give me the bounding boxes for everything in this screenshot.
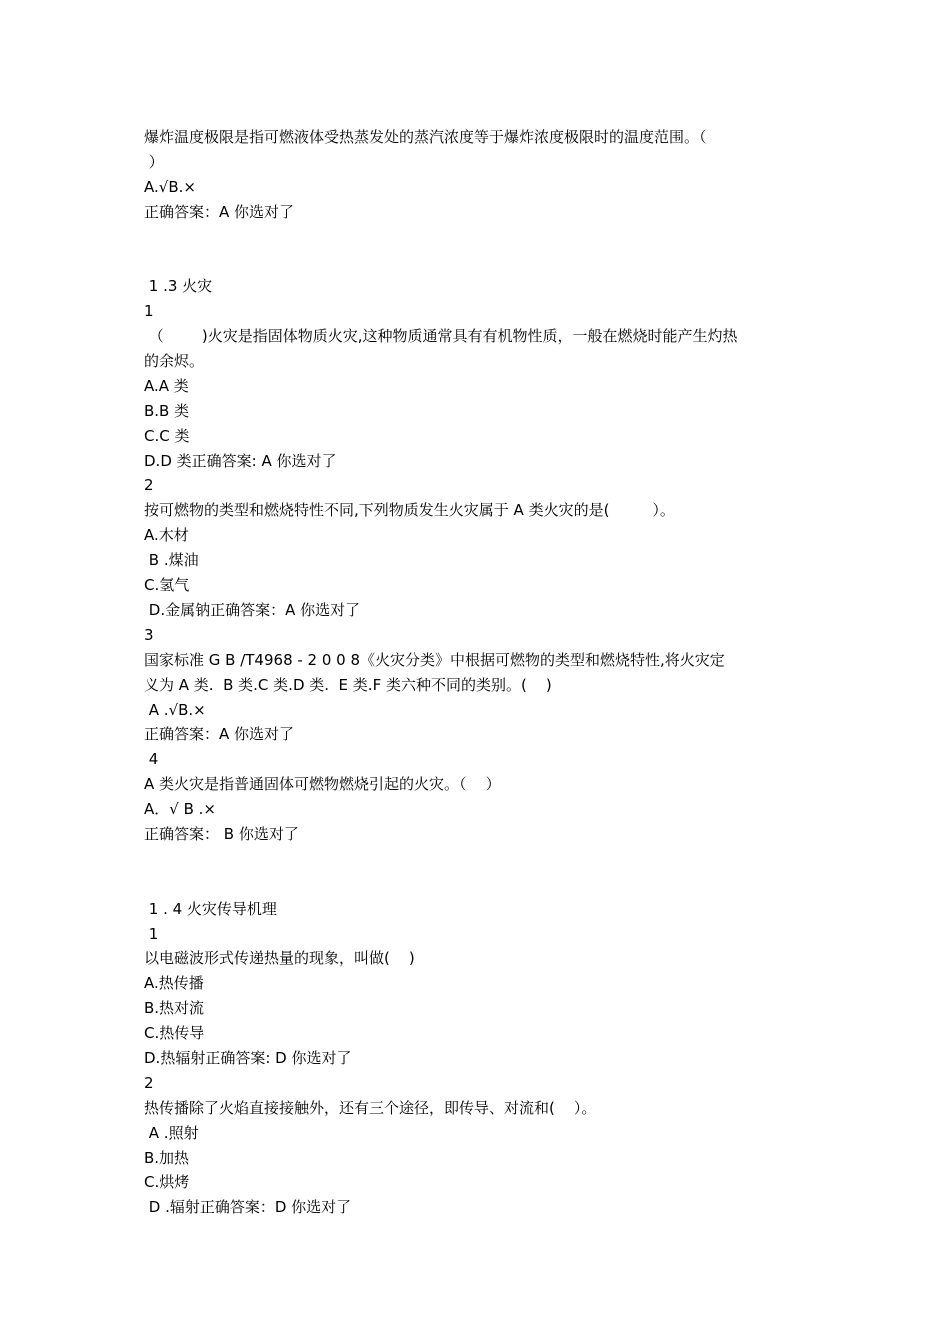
answer-options: A．√ B .× bbox=[144, 800, 216, 819]
question-text-continued: 的余烬。 bbox=[144, 352, 205, 371]
section-heading: 1 . 4 火灾传导机理 bbox=[144, 899, 277, 918]
question-text: A 类火灾是指普通固体可燃物燃烧引起的火灾。（ ） bbox=[144, 775, 501, 794]
question-text: （ )火灾是指固体物质火灾,这种物质通常具有有机物性质，一般在燃烧时能产生灼热 bbox=[144, 327, 738, 346]
question-number: 2 bbox=[144, 476, 154, 495]
question-number: 3 bbox=[144, 625, 154, 644]
answer-result: 正确答案：A 你选对了 bbox=[144, 725, 295, 744]
question-number: 1 bbox=[144, 924, 159, 943]
option-c: C.氢气 bbox=[144, 576, 190, 595]
option-c: C.烘烤 bbox=[144, 1173, 190, 1192]
option-a: A.A 类 bbox=[144, 376, 189, 395]
answer-options: A .√B.× bbox=[144, 700, 206, 719]
question-number: 1 bbox=[144, 302, 154, 321]
option-a: A.木材 bbox=[144, 526, 189, 545]
section-1-3 bbox=[144, 274, 809, 846]
answer-result: 正确答案：A 你选对了 bbox=[144, 202, 295, 221]
option-b: B.B 类 bbox=[144, 401, 190, 420]
question-text-continued: 义为 A 类. B 类.C 类.D 类. E 类.F 类六种不同的类别。( ) bbox=[144, 675, 552, 694]
answer-options: A.√B.× bbox=[144, 177, 196, 196]
option-a: A.热传播 bbox=[144, 974, 204, 993]
option-b: B .煤油 bbox=[144, 551, 199, 570]
option-d-with-answer: D.D 类正确答案: A 你选对了 bbox=[144, 451, 337, 470]
question-number: 4 bbox=[144, 750, 159, 769]
section-heading: 1 .3 火灾 bbox=[144, 277, 213, 296]
question-number: 2 bbox=[144, 1073, 154, 1092]
option-d-with-answer: D .辐射正确答案：D 你选对了 bbox=[144, 1198, 352, 1217]
option-c: C.热传导 bbox=[144, 1024, 205, 1043]
question-text: 爆炸温度极限是指可燃液体受热蒸发处的蒸汽浓度等于爆炸浓度极限时的温度范围。（ bbox=[144, 128, 707, 146]
question-text: 以电磁波形式传递热量的现象，叫做( ) bbox=[144, 949, 415, 968]
option-c: C.C 类 bbox=[144, 426, 190, 445]
answer-result: 正确答案： B 你选对了 bbox=[144, 824, 299, 843]
question-block-explosion-temperature bbox=[144, 125, 809, 225]
option-b: B.热对流 bbox=[144, 999, 205, 1018]
option-a: A .照射 bbox=[144, 1123, 199, 1142]
question-text: 国家标准 G B /T4968 - 2 0 0 8《火灾分类》中根据可燃物的类型和燃烧特性,将火灾定 bbox=[144, 650, 725, 669]
question-text: 按可燃物的类型和燃烧特性不同,下列物质发生火灾属于 A 类火灾的是( ）。 bbox=[144, 501, 675, 520]
document-page bbox=[144, 125, 809, 1220]
option-b: B.加热 bbox=[144, 1148, 190, 1167]
question-text: 热传播除了火焰直接接触外，还有三个途径，即传导、对流和( ）。 bbox=[144, 1098, 597, 1117]
option-d-with-answer: D.热辐射正确答案: D 你选对了 bbox=[144, 1048, 352, 1067]
question-text-continued: ） bbox=[144, 152, 164, 171]
option-d-with-answer: D.金属钠正确答案：A 你选对了 bbox=[144, 600, 361, 619]
section-1-4 bbox=[144, 897, 809, 1221]
